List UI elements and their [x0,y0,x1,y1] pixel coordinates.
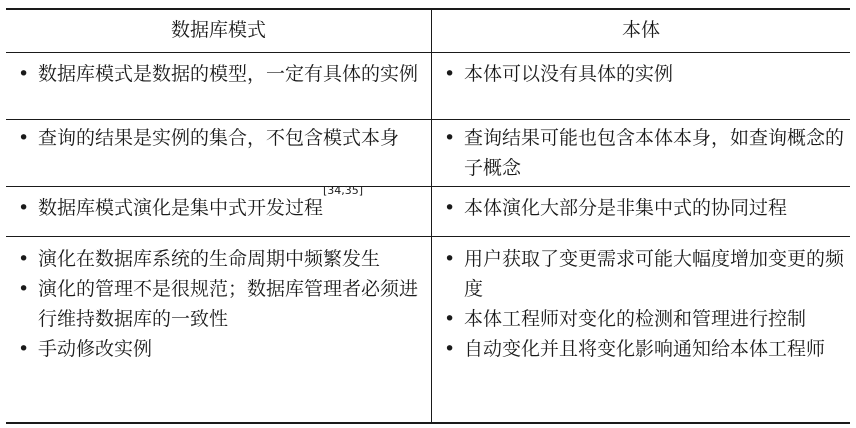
list-item [6,334,426,364]
list-item [432,244,844,304]
item-text: 数据库模式演化是集中式开发过程 [38,197,324,219]
citation-superscript: [34,35] [323,184,364,197]
bullet: • [18,63,30,85]
table-bottom-rule [6,422,850,424]
row-rule [6,186,850,187]
row1-left-cell [6,59,426,89]
item-text: 查询结果可能也包含本体本身，如查询概念的子概念 [464,127,845,179]
bullet: • [444,338,456,360]
item-text: 演化的管理不是很规范；数据库管理者必须进行维持数据库的一致性 [38,278,419,330]
list-item [6,123,426,153]
row3-left-cell [6,184,426,223]
list-item [432,59,844,89]
row-rule [6,119,850,120]
bullet: • [444,63,456,85]
row2-left-cell [6,123,426,153]
bullet: • [18,127,30,149]
item-text: 用户获取了变更需求可能大幅度增加变更的频度 [464,248,845,300]
list-item [6,59,426,89]
item-text: 本体演化大部分是非集中式的协同过程 [464,197,788,219]
row3-right-cell [432,193,844,223]
item-text: 数据库模式是数据的模型，一定有具体的实例 [38,63,419,85]
row1-right-cell [432,59,844,89]
header-ontology: 本体 [621,19,660,41]
item-text: 手动修改实例 [38,338,153,360]
row-rule [6,236,850,237]
bullet: • [18,278,30,300]
bullet: • [444,127,456,149]
item-text: 本体工程师对变化的检测和管理进行控制 [464,308,807,330]
list-item [432,123,844,183]
bullet: • [444,248,456,270]
bullet: • [444,197,456,219]
list-item [432,334,844,364]
list-item [6,274,426,334]
row4-left-cell [6,244,426,364]
list-item [6,184,426,223]
bullet: • [18,197,30,219]
item-text: 自动变化并且将变化影响通知给本体工程师 [464,338,826,360]
bullet: • [444,308,456,330]
bullet: • [18,248,30,270]
row2-right-cell [432,123,844,183]
bullet: • [18,338,30,360]
item-text: 查询的结果是实例的集合，不包含模式本身 [38,127,400,149]
header-rule [6,52,850,53]
header-db-schema: 数据库模式 [170,19,266,41]
row4-right-cell [432,244,844,364]
item-text: 本体可以没有具体的实例 [464,63,674,85]
list-item [6,244,426,274]
list-item [432,193,844,223]
item-text: 演化在数据库系统的生命周期中频繁发生 [38,248,381,270]
list-item [432,304,844,334]
